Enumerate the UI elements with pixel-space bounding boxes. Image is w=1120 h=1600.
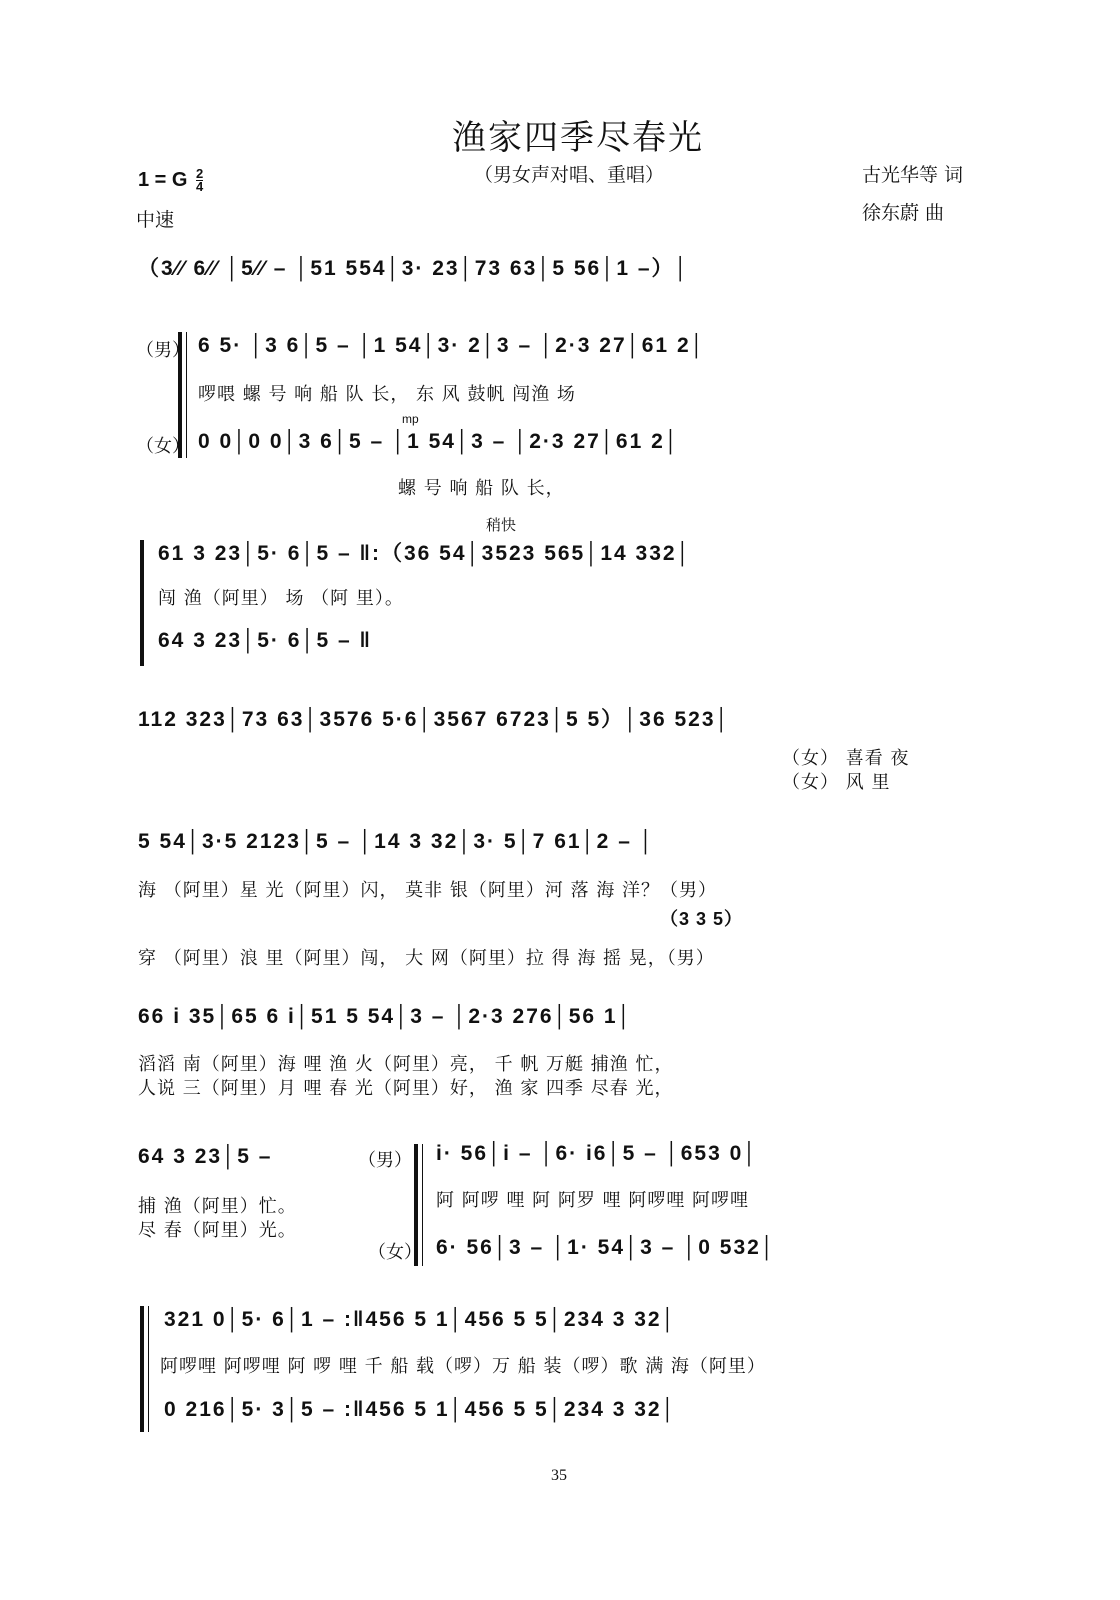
time-signature [196, 168, 203, 193]
verse-notes-line1: 5 54│3·5 2123│5 – │14 3 32│3· 5│7 61│2 – │ [138, 830, 655, 853]
verse1-lyrics-line2: 滔滔 南（阿里）海 哩 渔 火（阿里）亮， 千 帆 万艇 捕渔 忙， [138, 1054, 674, 1075]
system3-brace [140, 540, 144, 666]
verse-notes-line3: 64 3 23│5 – [138, 1145, 273, 1168]
alternate-notes: （3 3 5） [660, 909, 744, 929]
intro-notes: （3⁄⁄ 6⁄⁄ │5⁄⁄ – │51 554│3· 23│73 63│5 56│1 –）│ [138, 257, 690, 280]
verse1-lyrics-line1: 海 （阿里）星 光（阿里）闪， 莫非 银（阿里）河 落 海 洋？（男） [138, 880, 718, 901]
female-voice-label: （女） [136, 436, 190, 457]
refrain-lyrics-line2: 阿啰哩 阿啰哩 阿 啰 哩 千 船 载（啰）万 船 装（啰）歌 满 海（阿里） [160, 1356, 766, 1377]
tempo-change-mark: 稍快 [486, 516, 517, 534]
male-notes-line1: 6 5· │3 6│5 – │1 54│3· 2│3 – │2·3 27│61 2│ [198, 334, 706, 357]
verse-notes-line2: 66 i 35│65 6 i│51 5 54│3 – │2·3 276│56 1│ [138, 1005, 633, 1028]
female-voice-label-2: （女） [368, 1242, 422, 1263]
page-number: 35 [551, 1467, 567, 1484]
male-voice-label: （男） [136, 340, 190, 361]
time-sig-bottom: 4 [196, 179, 204, 194]
verse1-lyrics-line3: 捕 渔（阿里）忙。 [138, 1196, 297, 1217]
male-notes-line2: 61 3 23│5· 6│5 – ‖:（36 54│3523 565│14 332│ [158, 542, 692, 565]
male-lyrics-line2: 闯 渔（阿里） 场 （阿 里）。 [158, 588, 404, 609]
verse2-lyrics-line2: 人说 三（阿里）月 哩 春 光（阿里）好， 渔 家 四季 尽春 光， [138, 1078, 674, 1099]
female-verse1-pickup: （女） 喜看 夜 [782, 748, 910, 769]
female-notes-line2: 64 3 23│5· 6│5 – ‖ [158, 629, 372, 652]
composer: 徐东蔚 曲 [862, 202, 945, 224]
refrain-male-notes-line2: 321 0│5· 6│1 – :‖456 5 1│456 5 5│234 3 32│ [164, 1308, 677, 1331]
lyricist: 古光华等 词 [862, 164, 964, 186]
system7-bracket [422, 1144, 423, 1266]
female-lyrics-line1: 螺 号 响 船 队 长， [398, 478, 565, 499]
system8-brace [140, 1306, 144, 1432]
system8-bracket [148, 1306, 149, 1432]
male-voice-label-2: （男） [358, 1150, 412, 1171]
system7-brace [414, 1144, 418, 1266]
key-text: 1 = G [138, 168, 188, 191]
female-verse2-pickup: （女） 风 里 [782, 772, 891, 793]
male-lyrics-line1: 啰喂 螺 号 响 船 队 长， 东 风 鼓帆 闯渔 场 [198, 384, 576, 405]
song-title: 渔家四季尽春光 [452, 118, 704, 158]
female-notes-line1: 0 0│0 0│3 6│5 – │1 54│3 – │2·3 27│61 2│ [198, 430, 680, 453]
key-signature [138, 168, 203, 193]
refrain-female-notes-line2: 0 216│5· 3│5 – :‖456 5 1│456 5 5│234 3 32│ [164, 1398, 677, 1421]
verse2-lyrics-line1: 穿 （阿里）浪 里（阿里）闯， 大 网（阿里）拉 得 海 摇 晃，（男） [138, 948, 715, 969]
verse2-lyrics-line3: 尽 春（阿里）光。 [138, 1220, 297, 1241]
refrain-male-notes-line1: i· 56│i – │6· i6│5 – │653 0│ [436, 1142, 759, 1165]
tempo-marking: 中速 [136, 209, 175, 231]
subtitle: （男女声对唱、重唱） [474, 164, 665, 186]
time-sig-top: 2 [196, 166, 204, 181]
refrain-lyrics-line1: 阿 阿啰 哩 阿 阿罗 哩 阿啰哩 阿啰哩 [436, 1190, 750, 1211]
interlude-notes: 112 323│73 63│3576 5·6│3567 6723│5 5）│36 523│ [138, 708, 731, 731]
refrain-female-notes-line1: 6· 56│3 – │1· 54│3 – │0 532│ [436, 1236, 776, 1259]
dynamic-mp: mp [402, 412, 419, 426]
